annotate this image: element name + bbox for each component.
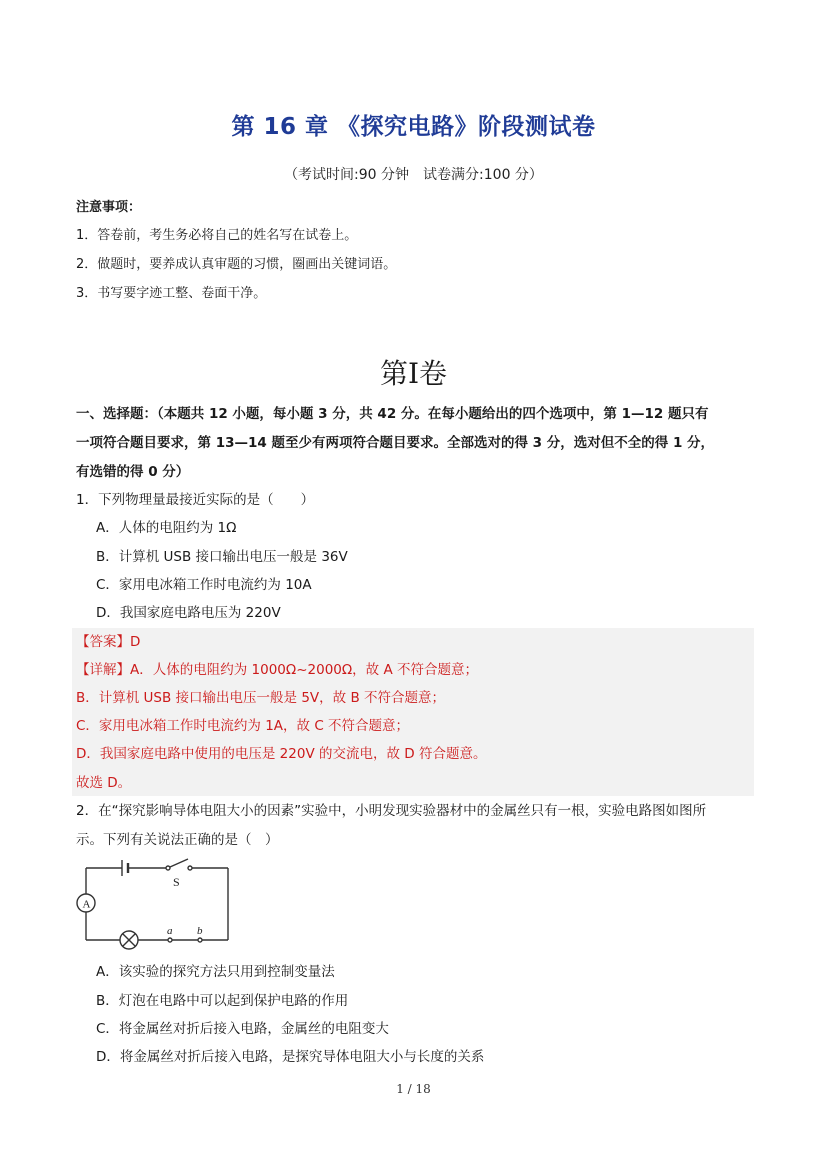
notice-item-2: 2．做题时，要养成认真审题的习惯，圈画出关键词语。: [76, 257, 397, 272]
question-1-stem: 1．下列物理量最接近实际的是（ ）: [76, 492, 315, 508]
question-1-option-c: C．家用电冰箱工作时电流约为 10A: [96, 577, 312, 593]
detail-text-1: A．人体的电阻约为 1000Ω~2000Ω，故 A 不符合题意；: [130, 662, 479, 678]
point-b-label: b: [197, 925, 203, 937]
answer-value: D: [130, 634, 141, 650]
point-a-label: a: [167, 925, 173, 937]
page-title: 第 16 章 《探究电路》阶段测试卷: [231, 114, 596, 140]
switch-blade: [170, 859, 188, 867]
detail-line-1: [76, 658, 478, 678]
circuit-diagram: [74, 856, 234, 952]
ammeter-label: A: [82, 898, 91, 911]
detail-line-3: C．家用电冰箱工作时电流约为 1A，故 C 不符合题意；: [76, 718, 410, 734]
switch-pivot: [166, 866, 170, 870]
detail-line-2: B．计算机 USB 接口输出电压一般是 5V，故 B 不符合题意；: [76, 690, 446, 706]
question-2-option-b: B．灯泡在电路中可以起到保护电路的作用: [96, 993, 349, 1009]
section-instructions-line-1: 一、选择题：（本题共 12 小题，每小题 3 分，共 42 分。在每小题给出的四个选项中，第 1—12 题只有: [76, 406, 709, 422]
answer-box: [72, 628, 754, 796]
notice-item-3: 3．书写要字迹工整、卷面干净。: [76, 286, 267, 301]
page-number: 1 / 18: [396, 1082, 431, 1096]
question-1-option-b: B．计算机 USB 接口输出电压一般是 36V: [96, 549, 348, 565]
question-2-stem-line-1: 2．在“探究影响导体电阻大小的因素”实验中，小明发现实验器材中的金属丝只有一根，实验电路图如图所: [76, 803, 707, 819]
question-1-option-a: A．人体的电阻约为 1Ω: [96, 520, 237, 536]
question-2-stem-line-2: 示。下列有关说法正确的是（ ）: [76, 832, 279, 848]
detail-line-4: D．我国家庭电路中使用的电压是 220V 的交流电，故 D 符合题意。: [76, 746, 487, 762]
switch-contact: [188, 866, 192, 870]
question-2-option-a: A．该实验的探究方法只用到控制变量法: [96, 964, 335, 980]
notice-item-1: 1．答卷前，考生务必将自己的姓名写在试卷上。: [76, 228, 358, 243]
switch-label: S: [173, 875, 180, 889]
detail-line-5: 故选 D。: [76, 775, 132, 791]
question-2-option-c: C．将金属丝对折后接入电路，金属丝的电阻变大: [96, 1021, 389, 1037]
detail-label: 【详解】: [76, 662, 130, 678]
answer-label: 【答案】: [76, 634, 130, 650]
section-instructions-line-3: 有选错的得 0 分）: [76, 464, 190, 480]
terminal-a: [168, 938, 172, 942]
notice-heading: 注意事项：: [76, 200, 142, 215]
terminal-b: [198, 938, 202, 942]
answer-line: [76, 630, 140, 650]
question-1-option-d: D．我国家庭电路电压为 220V: [96, 605, 281, 621]
volume-heading: 第I卷: [379, 357, 448, 390]
section-instructions-line-2: 一项符合题目要求，第 13—14 题至少有两项符合题目要求。全部选对的得 3 分，选对但不全的得 1 分，: [76, 435, 715, 451]
question-2-option-d: D．将金属丝对折后接入电路，是探究导体电阻大小与长度的关系: [96, 1049, 485, 1065]
exam-info: （考试时间:90 分钟 试卷满分:100 分）: [284, 167, 543, 183]
